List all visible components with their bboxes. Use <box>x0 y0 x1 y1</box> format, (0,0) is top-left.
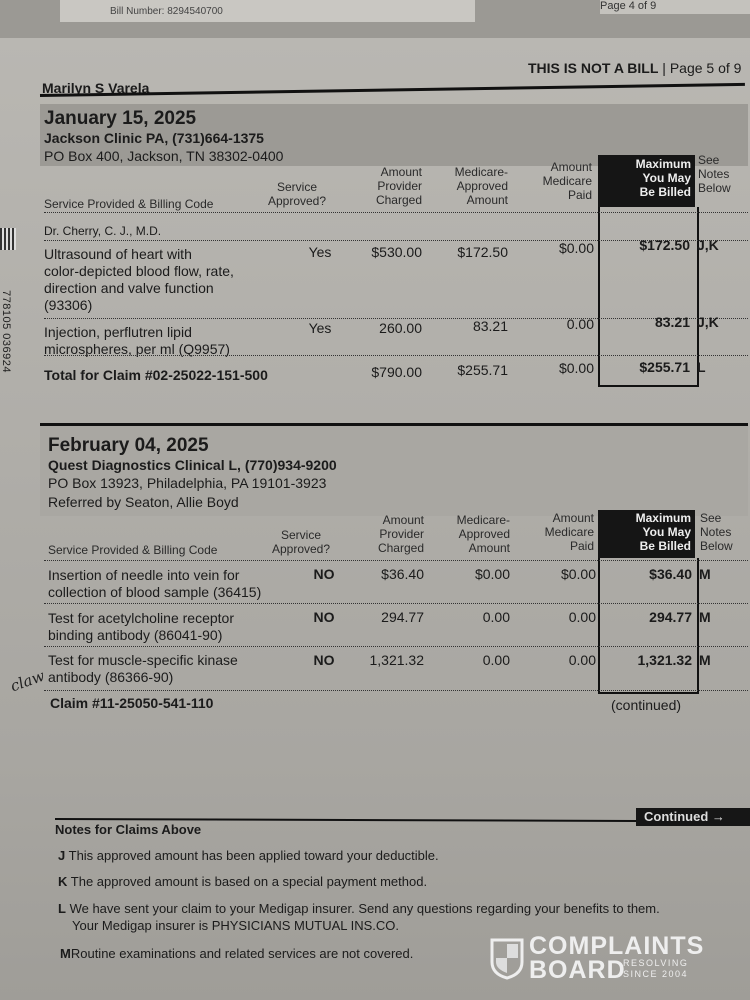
claims-1-rows-1-medicare-approved: 0.00 <box>482 609 510 625</box>
claims-1-rows-0-max: $36.40 <box>649 566 692 582</box>
claims-0-total-paid: $0.00 <box>558 360 594 376</box>
claims-0-rows-0-paid: $0.00 <box>558 240 594 256</box>
notes-items-3-text: Routine examinations and related services are not covered. <box>70 946 414 961</box>
claims-1-rows-2-max: 1,321.32 <box>637 652 692 668</box>
notes-title: Notes for Claims Above <box>55 822 202 837</box>
claims-0-rows-0-medicare-approved: $172.50 <box>457 244 508 260</box>
columns-max-billed-2: Be Billed <box>639 539 691 553</box>
columns-medicare-approved-2: Amount <box>468 541 510 555</box>
columns-approved-0: Service <box>280 528 321 542</box>
claims-1-rows-1-max: 294.77 <box>649 609 692 625</box>
columns-notes-1: Notes <box>700 525 732 539</box>
col-approved <box>266 528 336 556</box>
col-service: Service Provided & Billing Code <box>44 197 214 211</box>
notes-items-2-text: We have sent your claim to your Medigap insurer. Send any questions regarding your benefits to them. <box>69 901 660 916</box>
claim2-referred: Referred by Seaton, Allie Boyd <box>48 494 239 510</box>
claims-0-total-medicare-approved: $255.71 <box>457 362 508 378</box>
claims-1-rows-0-approved: NO <box>313 566 335 582</box>
claims-0-rows-0-charged: $530.00 <box>371 244 422 260</box>
claims-0-total-label: Total for Claim #02-25022-151-500 <box>44 367 268 383</box>
claim1-date: January 15, 2025 <box>44 108 197 129</box>
margin-code: 778105 036924 <box>0 290 12 373</box>
claim1-address: PO Box 400, Jackson, TN 38302-0400 <box>44 148 284 164</box>
columns-approved-1: Approved? <box>271 542 331 556</box>
claims-1-rows-2-service-1: antibody (86366-90) <box>48 669 174 685</box>
claims-0-rows-1-paid: 0.00 <box>566 316 594 332</box>
claim1-provider: Jackson Clinic PA, (731)664-1375 <box>44 130 264 146</box>
columns-medicare-paid-0: Amount <box>552 511 594 525</box>
columns-approved-1: Approved? <box>267 194 327 208</box>
columns-medicare-paid-0: Amount <box>550 160 592 174</box>
claims-0-rows-1-medicare-approved: 83.21 <box>472 318 508 334</box>
columns-notes-2: Below <box>698 181 731 195</box>
continued-badge: Continued → <box>636 808 750 826</box>
col-medicare-approved <box>440 165 508 207</box>
watermark-line2: BOARD <box>529 956 626 984</box>
claims-1-rows-1-service-0: Test for acetylcholine receptor <box>48 610 234 626</box>
notes-items-0-code: J <box>58 848 66 863</box>
claims-0-total-charged: $790.00 <box>371 364 422 380</box>
col-max-billed <box>598 155 695 207</box>
col-medicare-paid <box>530 160 592 202</box>
notes-items-2-code: L <box>58 901 66 916</box>
claims-1-rows-0-service-1: collection of blood sample (36415) <box>48 584 262 600</box>
claims-1-rows-2-medicare-approved: 0.00 <box>482 652 510 668</box>
claims-0-rows-0-service-3: (93306) <box>44 297 93 313</box>
claims-1-rows-1-charged: 294.77 <box>381 609 424 625</box>
claim2-date: February 04, 2025 <box>48 435 209 456</box>
columns-charged-0: Amount <box>382 513 424 527</box>
claims-1-rows-1-approved: NO <box>313 609 335 625</box>
claim1-doctor: Dr. Cherry, C. J., M.D. <box>44 224 162 238</box>
columns-notes-0: See <box>698 153 720 167</box>
claim2-number: Claim #11-25050-541-110 <box>50 695 214 711</box>
not-a-bill: THIS IS NOT A BILL <box>528 60 659 76</box>
columns-notes-1: Notes <box>698 167 730 181</box>
notes-items-0-text: This approved amount has been applied toward your deductible. <box>68 848 439 863</box>
claim2-address: PO Box 13923, Philadelphia, PA 19101-3923 <box>48 475 327 491</box>
claims-0-rows-1-approved: Yes <box>308 320 332 336</box>
claim2-provider: Quest Diagnostics Clinical L, (770)934-9200 <box>48 457 337 473</box>
note-k <box>58 874 427 889</box>
watermark-line1: COMPLAINTS <box>529 932 705 960</box>
col-medicare-paid <box>532 511 594 553</box>
claims-0-rows-0-service-1: color-depicted blood flow, rate, <box>44 263 234 279</box>
claims-0-rows-0-notes: J,K <box>697 237 719 253</box>
background-bill <box>60 0 475 22</box>
claims-1-rows-1-notes: M <box>699 609 711 625</box>
claims-1-rows-0-notes: M <box>699 566 711 582</box>
watermark-tag2: SINCE 2004 <box>623 969 689 979</box>
claims-1-rows-0-medicare-approved: $0.00 <box>474 566 510 582</box>
columns-max-billed-2: Be Billed <box>639 185 691 199</box>
bill-number: Bill Number: 8294540700 <box>110 6 223 17</box>
columns-notes-2: Below <box>700 539 733 553</box>
claims-0-rows-0-approved: Yes <box>308 244 332 260</box>
columns-charged-0: Amount <box>380 165 422 179</box>
columns-charged-1: Provider <box>379 527 424 541</box>
columns-charged-1: Provider <box>377 179 422 193</box>
notes-items-3-code: M <box>60 946 71 961</box>
columns-medicare-paid-1: Medicare <box>544 525 594 539</box>
note-l <box>58 900 660 934</box>
columns-charged-2: Charged <box>377 541 424 555</box>
background-page <box>600 0 750 14</box>
columns-medicare-approved-0: Medicare- <box>454 165 508 179</box>
claims-1-rows-1-paid: 0.00 <box>568 609 596 625</box>
qr-code <box>0 228 16 250</box>
col-charged <box>364 513 424 555</box>
columns-max-billed-0: Maximum <box>635 511 691 525</box>
claims-1-rows-2-charged: 1,321.32 <box>369 652 424 668</box>
claims-1-rows-2-approved: NO <box>313 652 335 668</box>
claims-0-rows-1-notes: J,K <box>697 314 719 330</box>
claims-0-rows-0-max: $172.50 <box>639 237 690 253</box>
claims-1-rows-2-paid: 0.00 <box>568 652 596 668</box>
claims-1-rows-2-notes: M <box>699 652 711 668</box>
patient-name: Marilyn S Varela <box>42 80 150 96</box>
note-m <box>60 946 413 961</box>
shield-icon <box>489 936 525 980</box>
columns-notes-0: See <box>700 511 722 525</box>
notes-items-1-text: The approved amount is based on a special payment method. <box>70 874 428 889</box>
page-number: | Page 5 of 9 <box>662 60 742 76</box>
claims-1-rows-0-service-0: Insertion of needle into vein for <box>48 567 240 583</box>
handwritten-note: claw <box>7 666 48 696</box>
claims-0-rows-1-service-1: microspheres, per ml (Q9957) <box>44 341 230 357</box>
claims-1-rows-1-service-1: binding antibody (86041-90) <box>48 627 223 643</box>
note-j <box>58 848 439 863</box>
background-papers <box>0 0 750 40</box>
columns-medicare-approved-2: Amount <box>466 193 508 207</box>
columns-max-billed-0: Maximum <box>635 157 691 171</box>
columns-medicare-paid-2: Paid <box>567 188 592 202</box>
claims-1-rows-2-service-0: Test for muscle-specific kinase <box>48 652 238 668</box>
claims-1-rows-0-paid: $0.00 <box>560 566 596 582</box>
columns-medicare-approved-1: Approved <box>458 527 510 541</box>
columns-medicare-paid-1: Medicare <box>542 174 592 188</box>
col-max-billed <box>598 510 695 558</box>
claims-0-total-max: $255.71 <box>639 359 690 375</box>
claims-0-rows-0-service-2: direction and valve function <box>44 280 214 296</box>
col-service: Service Provided & Billing Code <box>48 543 218 557</box>
claims-0-rows-1-service-0: Injection, perflutren lipid <box>44 324 192 340</box>
col-notes <box>698 153 731 195</box>
claim2-continued: (continued) <box>611 697 682 713</box>
col-approved <box>262 180 332 208</box>
claims-1-rows-0-charged: $36.40 <box>381 566 424 582</box>
columns-max-billed-1: You May <box>642 171 691 185</box>
columns-medicare-approved-0: Medicare- <box>456 513 510 527</box>
prev-page: Page 4 of 9 <box>600 0 657 12</box>
col-charged <box>362 165 422 207</box>
notes-items-2-text2: Your Medigap insurer is PHYSICIANS MUTUAL INS.CO. <box>72 918 400 933</box>
columns-max-billed-1: You May <box>642 525 691 539</box>
claims-0-rows-1-charged: 260.00 <box>379 320 422 336</box>
watermark-tag1: RESOLVING <box>623 958 689 968</box>
notes-items-1-code: K <box>58 874 68 889</box>
columns-medicare-approved-1: Approved <box>456 179 508 193</box>
claims-0-total-notes: L <box>697 359 706 375</box>
claims-0-rows-1-max: 83.21 <box>654 314 690 330</box>
col-medicare-approved <box>442 513 510 555</box>
columns-charged-2: Charged <box>375 193 422 207</box>
columns-medicare-paid-2: Paid <box>569 539 594 553</box>
claims-0-rows-0-service-0: Ultrasound of heart with <box>44 246 192 262</box>
columns-approved-0: Service <box>276 180 317 194</box>
col-notes <box>700 511 733 553</box>
